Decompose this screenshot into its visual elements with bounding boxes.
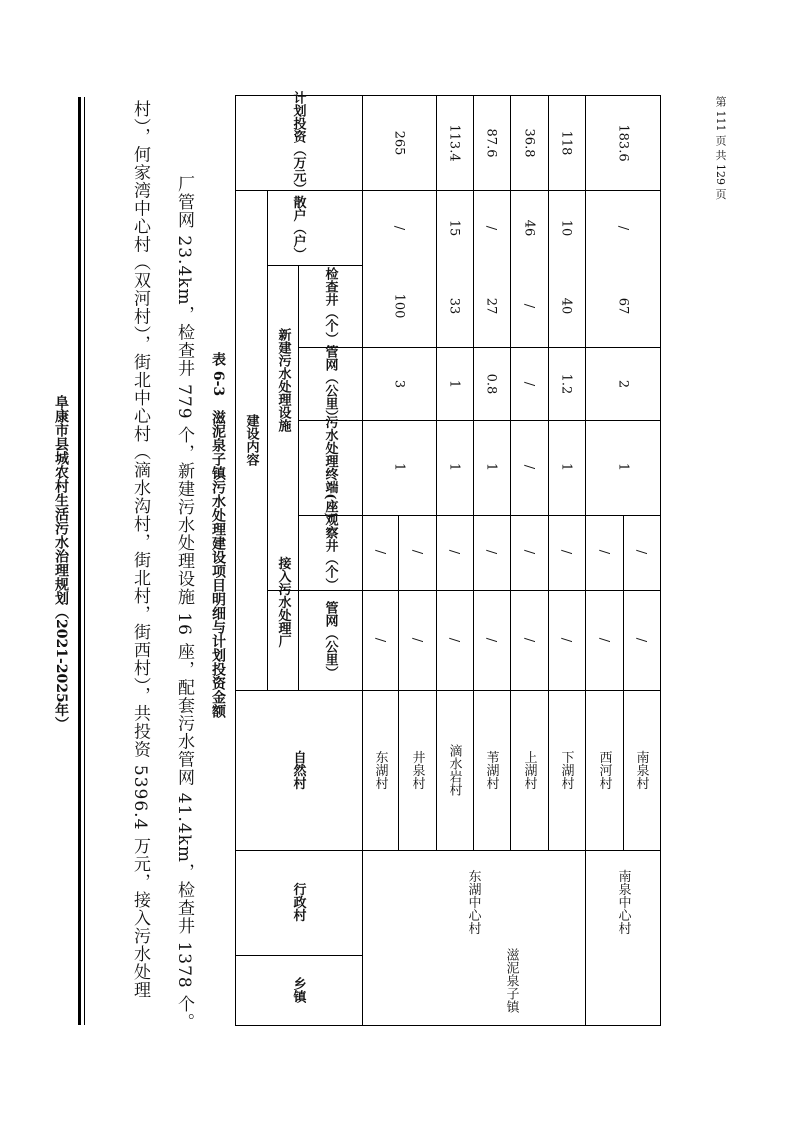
cell-new-well: 33 <box>446 297 462 315</box>
cell-new-pipe: 0.8 <box>483 373 499 395</box>
cell-connect-well: / <box>446 549 462 555</box>
cell-scattered: / <box>391 225 407 231</box>
grid-line <box>298 420 660 421</box>
header-scattered: 散户（户） <box>290 195 306 261</box>
header-admin-village: 行政村 <box>290 882 306 922</box>
cell-connect-well: / <box>409 549 425 555</box>
grid-line <box>436 95 437 850</box>
cell-connect-well: / <box>633 549 649 555</box>
cell-terminal: 1 <box>615 462 631 472</box>
cell-connect-well: / <box>558 549 574 555</box>
cell-new-well: / <box>521 303 537 309</box>
header-township: 乡镇 <box>290 977 306 1003</box>
grid-line <box>298 515 660 516</box>
natural-village: 苇湖村 <box>483 750 499 790</box>
table-border-bottom <box>235 1025 661 1026</box>
grid-line <box>473 95 474 850</box>
cell-terminal: / <box>521 464 537 470</box>
cell-new-pipe: 2 <box>615 379 631 389</box>
cell-terminal: 1 <box>558 462 574 472</box>
cell-scattered: 46 <box>521 219 537 237</box>
table-border-right <box>660 95 661 1026</box>
grid-line <box>235 690 661 691</box>
cell-connect-well: / <box>372 549 388 555</box>
cell-connect-well: / <box>521 549 537 555</box>
cell-investment: 118 <box>558 130 574 156</box>
document-title: 阜康市县城农村生活污水治理规划（2021-2025年） <box>53 395 69 731</box>
grid-line <box>398 515 399 850</box>
cell-terminal: 1 <box>391 462 407 472</box>
cell-investment: 183.6 <box>615 124 631 162</box>
cell-scattered: / <box>615 225 631 231</box>
header-new-terminal: 污水处理终端(座) <box>322 415 338 519</box>
cell-investment: 87.6 <box>483 128 499 158</box>
header-new-well: 检查井（个） <box>322 267 338 345</box>
cell-connect-pipe: / <box>558 637 574 643</box>
grid-line <box>298 265 299 690</box>
cell-connect-pipe: / <box>372 637 388 643</box>
natural-village: 南泉村 <box>633 750 649 790</box>
grid-line <box>362 95 363 1026</box>
cell-new-well: 100 <box>391 293 407 319</box>
cell-connect-pipe: / <box>483 637 499 643</box>
cell-scattered: / <box>483 225 499 231</box>
table-caption: 表 6-3 滋泥泉子镇污水处理建设项目明细与计划投资金额 <box>210 352 226 719</box>
header-new-facility: 新建污水处理设施 <box>275 328 291 432</box>
grid-line <box>235 955 362 956</box>
natural-village: 上湖村 <box>521 750 537 790</box>
grid-line <box>585 95 586 1026</box>
natural-village: 下湖村 <box>558 750 574 790</box>
body-text-line-2: 厂管网 23.4km，检查井 779 个，新建污水处理设施 16 座，配套污水管网 41.4km，检查井 1378 个。 <box>174 175 194 1032</box>
page-number: 第 111 页 共 129 页 <box>714 96 727 200</box>
cell-new-pipe: / <box>521 381 537 387</box>
grid-line <box>298 347 660 348</box>
cell-connect-well: / <box>483 549 499 555</box>
natural-village: 滴水岩村 <box>446 744 462 796</box>
admin-village-south: 南泉中心村 <box>615 869 631 935</box>
cell-investment: 265 <box>391 130 407 156</box>
township-cell: 滋泥泉子镇 <box>503 948 519 1013</box>
cell-terminal: 1 <box>483 462 499 472</box>
cell-investment: 36.8 <box>521 128 537 158</box>
grid-line <box>267 265 362 266</box>
cell-connect-well: / <box>596 549 612 555</box>
cell-new-pipe: 3 <box>391 379 407 389</box>
cell-scattered: 15 <box>446 219 462 237</box>
grid-line <box>623 515 624 850</box>
header-investment: 计划投资（万元） <box>290 91 306 195</box>
cell-investment: 113.4 <box>446 124 462 162</box>
natural-village: 西河村 <box>596 750 612 790</box>
cell-connect-pipe: / <box>446 637 462 643</box>
cell-new-pipe: 1 <box>446 379 462 389</box>
header-connect-pipe: 管网（公里） <box>322 601 338 679</box>
cell-connect-pipe: / <box>521 637 537 643</box>
natural-village: 井泉村 <box>409 750 425 790</box>
admin-village-east: 东湖中心村 <box>465 869 481 935</box>
cell-terminal: 1 <box>446 462 462 472</box>
cell-new-well: 40 <box>558 297 574 315</box>
header-construction: 建设内容 <box>243 414 259 466</box>
cell-connect-pipe: / <box>596 637 612 643</box>
table-border-left <box>235 95 236 1026</box>
grid-line <box>235 850 661 851</box>
cell-connect-pipe: / <box>633 637 649 643</box>
header-new-pipe: 管网（公里） <box>322 345 338 423</box>
cell-connect-pipe: / <box>409 637 425 643</box>
natural-village: 东湖村 <box>372 750 388 790</box>
header-connect-well: 观察井（个） <box>322 513 338 591</box>
header-natural-village: 自然村 <box>290 750 306 790</box>
cell-new-well: 67 <box>615 297 631 315</box>
cell-scattered: 10 <box>558 219 574 237</box>
grid-line <box>548 95 549 850</box>
body-text-line-1: 村），何家湾中心村（双河村），街北中心村（滴水沟村，街北村，街西村），共投资 5396.4 万元，接入污水处理 <box>130 100 150 999</box>
cell-new-pipe: 1.2 <box>558 373 574 395</box>
cell-new-well: 27 <box>483 297 499 315</box>
header-connect-plant: 接入污水处理厂 <box>275 556 291 648</box>
grid-line <box>510 95 511 850</box>
